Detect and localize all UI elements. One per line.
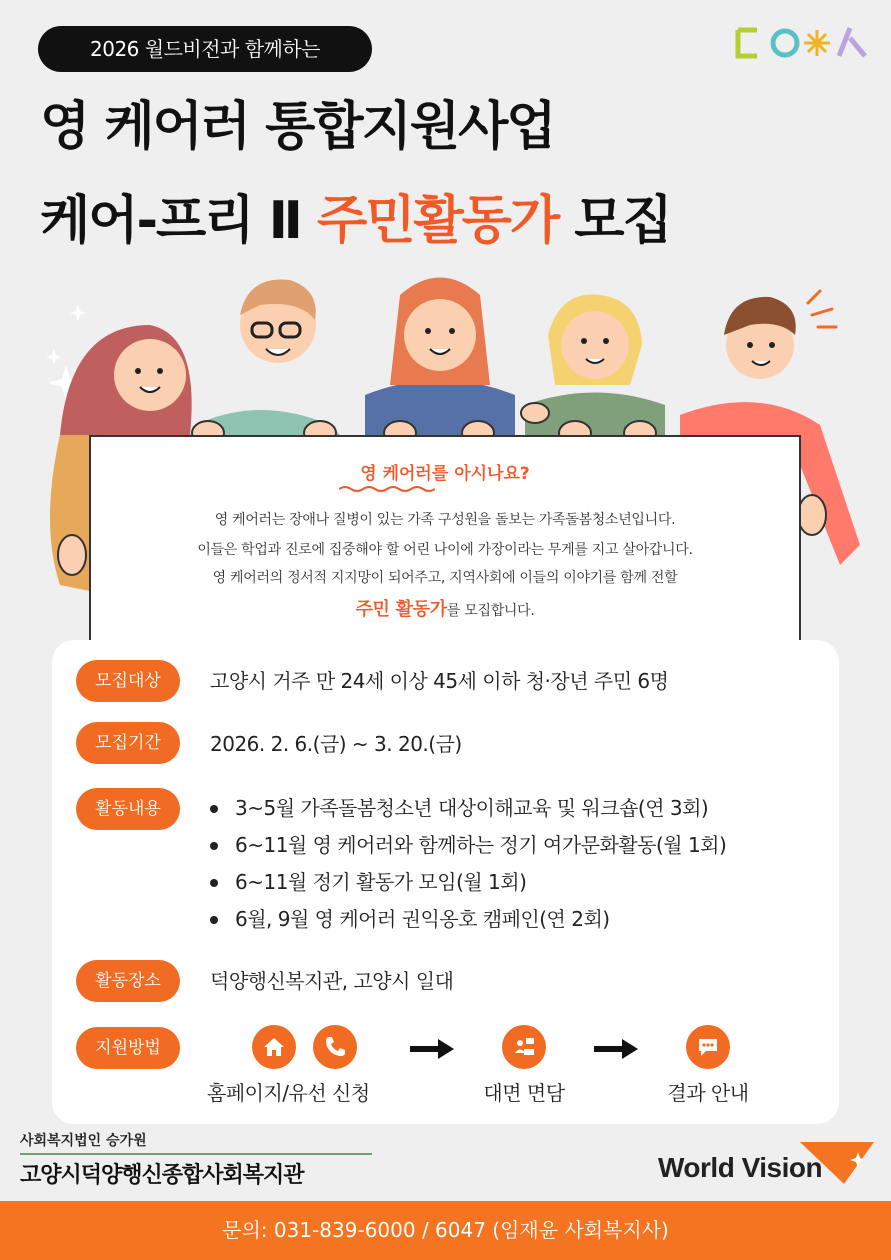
contact-bar: 문의: 031-839-6000 / 6047 (임재윤 사회복지사): [0, 1201, 891, 1260]
target-value: 고양시 거주 만 24세 이상 45세 이하 청·장년 주민 6명: [210, 669, 669, 693]
title-accent: 주민활동가: [316, 191, 559, 251]
activity-list: [210, 790, 726, 938]
list-item: 3~5월 가족돌봄청소년 대상이해교육 및 워크숍(연 3회): [210, 790, 726, 827]
list-item: 6~11월 정기 활동가 모임(월 1회): [210, 864, 726, 901]
activity-label: 활동내용: [76, 788, 180, 830]
world-vision-star-icon: [800, 1140, 876, 1186]
wave-underline-icon: [339, 485, 435, 493]
board-line-1: 영 케어러는 장애나 질병이 있는 가족 구성원을 돌보는 가족돌봄청소년입니다.: [214, 512, 676, 528]
board-question: 영 케어러를 아시나요?: [360, 464, 530, 484]
org-parent-name: 사회복지법인 승가원: [20, 1133, 147, 1149]
arrow-right-icon: [410, 1037, 454, 1061]
board-line-4: [91, 595, 799, 621]
org-divider: [20, 1153, 372, 1155]
title-suffix: 모집: [558, 191, 671, 251]
home-icon: [252, 1025, 296, 1069]
board-line-3: 영 케어러의 정서적 지지망이 되어주고, 지역사회에 이들의 이야기를 함께 전할: [212, 570, 678, 586]
title-prefix: 케어-프리 Ⅱ: [40, 191, 317, 251]
list-item: 6~11월 영 케어러와 함께하는 정기 여가문화활동(월 1회): [210, 827, 726, 864]
place-label: 활동장소: [76, 960, 180, 1002]
step-interview-label: 대면 면담: [483, 1081, 565, 1105]
arrow-right-icon: [594, 1037, 638, 1061]
target-label: 모집대상: [76, 660, 180, 702]
period-value: 2026. 2. 6.(금) ~ 3. 20.(금): [210, 732, 462, 756]
board-line-4-rest: 를 모집합니다.: [446, 603, 535, 619]
header-pill: 2026 월드비전과 함께하는: [38, 26, 372, 72]
list-item: 6월, 9월 영 케어러 권익옹호 캠페인(연 2회): [210, 901, 726, 938]
page-title-line1: 영 케어러 통합지원사업: [40, 97, 555, 157]
board-line-2: 이들은 학업과 진로에 집중해야 할 어린 나이에 가장이라는 무게를 지고 살아갑니다.: [197, 542, 693, 558]
period-label: 모집기간: [76, 722, 180, 764]
board-highlight: 주민 활동가: [355, 599, 447, 620]
step-apply-label: 홈페이지/유선 신청: [207, 1081, 370, 1105]
step-result-label: 결과 안내: [667, 1081, 749, 1105]
dream-logo-icon: [735, 24, 871, 60]
info-board: [89, 435, 801, 645]
place-value: 덕양행신복지관, 고양시 일대: [210, 969, 454, 993]
phone-icon: [313, 1025, 357, 1069]
page-title-line2: [40, 184, 870, 258]
chat-bubble-icon: [686, 1025, 730, 1069]
world-vision-logo: World Vision: [658, 1152, 823, 1183]
method-label: 지원방법: [76, 1027, 180, 1069]
org-name: 고양시덕양행신종합사회복지관: [20, 1163, 304, 1188]
interview-icon: [502, 1025, 546, 1069]
